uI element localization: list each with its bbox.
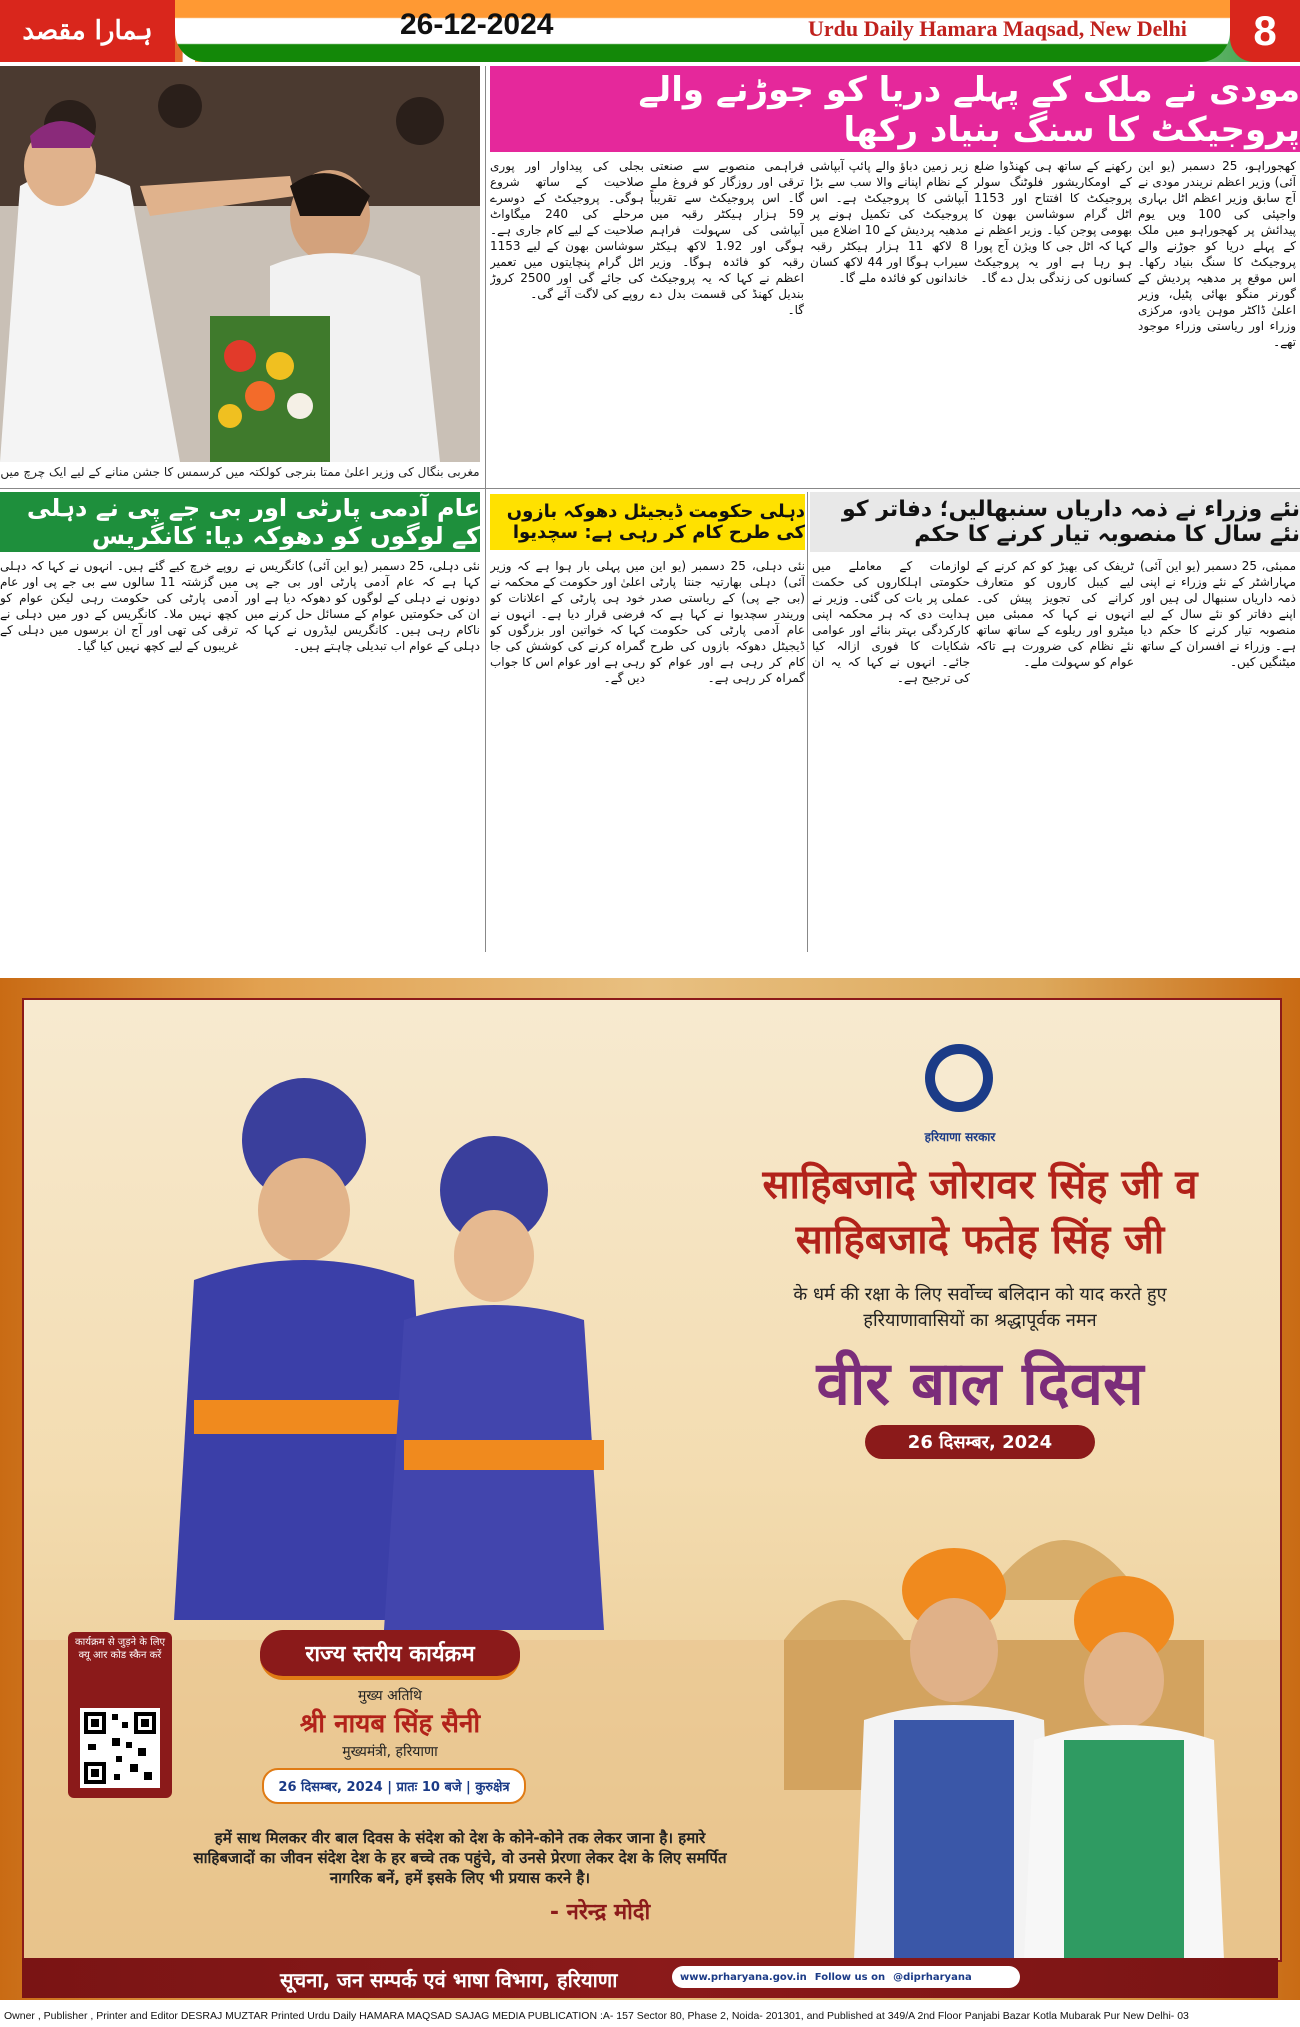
main-article-column: رکھنے کے ساتھ ہی کھنڈوا ضلع کے اومکاریشور فلوٹنگ سولر پروجیکٹ کا افتتاح اور 1153 اٹل گرام سوشاسن بھون کا بھومی پوجن کیا۔ وزیر اعظم نے کہا کہ اٹل جی کا ویژن آج پورا ہو رہا ہے اور یہ پروجیکٹ کسانوں کی زندگی بدل دے گا۔: [974, 159, 1132, 285]
column-divider: [485, 66, 486, 952]
news-photo-illustration: [0, 66, 480, 462]
event-date-badge: 26 दिसम्बर, 2024: [865, 1425, 1095, 1459]
quote-author: - नरेन्द्र मोदी: [549, 1900, 651, 1925]
main-article-column: بجلی کی پیداوار اور پوری صلاحیت کے ساتھ شروع ہوگی۔ پروجیکٹ کے دوسرے مرحلے کی 240 میگاواٹ صلاحیت کے لیے کام جاری ہے۔ سوشاسن بھون کے لیے 1153 اٹل گرام پنچایتوں میں تعمیر کی جائے گی اور 2500 کروڑ روپے کی لاگت آئے گی۔: [490, 159, 644, 301]
ad-subtitle-line-1: के धर्म की रक्षा के लिए सर्वोच्च बलिदान को याद करते हुए: [793, 1284, 1167, 1305]
website-link[interactable]: www.prharyana.gov.in: [680, 1971, 807, 1983]
chief-guest-title: मुख्यमंत्री, हरियाणा: [342, 1744, 438, 1760]
congress-article-column: روپے خرچ کیے گئے ہیں۔ انہوں نے کہا کہ دہلی میں گزشتہ 11 سالوں سے بی جے پی اور عام آدمی پارٹی کی حکومت رہی لیکن عوام کو کچھ نہیں ملا۔ کانگریس کے دور میں دہلی نے ترقی کی تھی اور آج ان برسوں میں دہلی کے غریبوں کے لیے کچھ نہیں کیا گیا۔: [0, 559, 238, 653]
qr-code-icon: [80, 1708, 160, 1788]
ad-title-line-1: साहिबजादे जोरावर सिंह जी व: [762, 1162, 1198, 1208]
news-photo: [0, 66, 480, 462]
main-article-column: فراہمی منصوبے سے صنعتی ترقی اور روزگار کو فروغ ملے گا۔ اس پروجیکٹ سے تقریباً 59 ہزار ہیکٹر رقبہ میں آبپاشی کی سہولت فراہم ہوگی اور 1.92 لاکھ ہیکٹر رقبہ کو فائدہ ہوگا۔ وزیر اعظم نے کہا کہ یہ پروجیکٹ بندیل کھنڈ کی قسمت بدل دے گا۔: [650, 159, 804, 317]
event-details: 26 दिसम्बर, 2024 | प्रातः 10 बजे | कुरुक्षेत्र: [262, 1768, 526, 1804]
delhi-govt-article-column: نئی دہلی، 25 دسمبر (یو این آئی) دہلی بھارتیہ جنتا پارٹی (بی جے پی) کے ریاستی صدر وریندر سچدیوا نے کہا ہے کہ عام آدمی پارٹی کی حکومت ڈیجیٹل دھوکہ بازوں کی طرح کام کر رہی ہے اور عوام کو گمراہ کر رہی ہے۔: [650, 559, 805, 685]
paper-name: Urdu Daily Hamara Maqsad, New Delhi: [808, 16, 1187, 41]
advertisement-artwork: [24, 1000, 1280, 1960]
social-handle[interactable]: @diprharyana: [893, 1971, 972, 1983]
event-title: वीर बाल दिवस: [816, 1349, 1144, 1419]
ministers-article-column: ٹریفک کی بھیڑ کو کم کرنے کے لیے کیبل کاروں کو متعارف کرانے کی تجویز پیش کی۔ انہوں نے کہا کہ ممبئی میں میٹرو اور ریلوے کے ساتھ ساتھ نئے نظام کی ضرورت ہے تاکہ عوام کو سہولت ملے۔: [976, 559, 1134, 669]
chief-guest-name: श्री नायब सिंह सैनी: [299, 1709, 481, 1739]
follow-label: Follow us on: [814, 1971, 886, 1983]
contact-strip[interactable]: [672, 1966, 1020, 1988]
state-program-badge: राज्य स्तरीय कार्यक्रम: [260, 1630, 520, 1680]
column-divider: [0, 488, 1300, 489]
main-headline[interactable]: مودی نے ملک کے پہلے دریا کو جوڑنے والے پروجیکٹ کا سنگ بنیاد رکھا: [490, 66, 1300, 152]
ministers-article-column: لوازمات کے معاملے میں حکومتی اہلکاروں کی حکمت عملی پر بات کی گئی۔ وزیر نے ہدایت دی کہ ہر محکمہ اپنی کارکردگی بہتر بنائے اور عوامی شکایات کا فوری ازالہ کیا جائے۔ انہوں نے کہا کہ یہ ان کی ترجیح ہے۔: [812, 559, 970, 685]
chief-guest-label: मुख्य अतिथि: [357, 1688, 422, 1704]
page-number: 8: [1230, 0, 1300, 62]
masthead: [0, 0, 1300, 62]
photo-caption: مغربی بنگال کی وزیر اعلیٰ ممتا بنرجی کولکتہ میں کرسمس کا جشن منانے کے لیے ایک چرچ میں: [0, 465, 480, 479]
ministers-article-column: ممبئی، 25 دسمبر (یو این آئی) مہاراشٹر کے نئے وزراء نے اپنی ذمہ داریاں سنبھال لی ہیں اور اپنے دفاتر کو نئے سال کے لیے منصوبہ تیار کرنے کا حکم دیا ہے۔ وزراء نے افسران کے ساتھ میٹنگیں کیں۔: [1140, 559, 1296, 669]
ad-title-line-2: साहिबजादे फतेह सिंह जी: [795, 1217, 1165, 1263]
publisher-imprint: Owner , Publisher , Printer and Editor DESRAJ MUZTAR Printed Urdu Daily HAMARA MAQSAD SAJAG MEDIA PUBLICATION :A- 157 Sector 80, Phase 2, Noida- 201301, and Published at 349/A 2nd Floor Panjabi Bazar Kotla Mubarak Pur New Delhi- 03: [0, 2006, 1300, 2027]
qr-code[interactable]: [80, 1708, 160, 1788]
advertisement-panel: [22, 998, 1282, 1962]
haryana-govt-label: हरियाणा सरकार: [924, 1130, 996, 1144]
congress-article-column: نئی دہلی، 25 دسمبر (یو این آئی) کانگریس نے کہا ہے کہ عام آدمی پارٹی اور بی جے پی دونوں نے دہلی کے لوگوں کو دھوکہ دیا ہے اور ان کی حکومتیں عوام کے مسائل حل کرنے میں ناکام رہی ہیں۔ کانگریس لیڈروں نے کہا کہ دہلی کے عوام اب تبدیلی چاہتے ہیں۔: [245, 559, 480, 653]
ministers-headline[interactable]: نئے وزراء نے ذمہ داریاں سنبھالیں؛ دفاتر کو نئے سال کا منصوبہ تیار کرنے کا حکم: [810, 492, 1300, 552]
pm-quote: हमें साथ मिलकर वीर बाल दिवस के संदेश को देश के कोने-कोने तक लेकर जाना है। हमारे साहिबजादों का जीवन संदेश देश के हर बच्चे तक पहुंचे, वो उनसे प्रेरणा लेकर देश के लिए समर्पित नागरिक बनें, हमें इसके लिए भी प्रयास करने है।: [193, 1829, 727, 1887]
column-divider: [807, 492, 808, 952]
qr-instruction: कार्यक्रम से जुड़ने के लिए क्यू आर कोड स्कैन करें: [74, 1637, 166, 1661]
paper-logo[interactable]: ہمارا مقصد: [0, 0, 175, 62]
issue-date: 26-12-2024: [400, 8, 554, 41]
ad-subtitle-line-2: हरियाणावासियों का श्रद्धापूर्वक नमन: [863, 1310, 1097, 1331]
main-article-column: کھجوراہو، 25 دسمبر (یو این آئی) وزیر اعظم نریندر مودی نے آج سابق وزیر اعظم اٹل بہاری واجپئی کی 100 ویں یوم پیدائش پر کھجوراہو میں ملک کے پہلے دریا کو جوڑنے والے پروجیکٹ کا سنگ بنیاد رکھا۔ اس موقع پر مدھیہ پردیش کے گورنر منگو بھائی پٹیل، وزیر اعلیٰ ڈاکٹر موہن یادو، مرکزی وزراء اور ریاستی وزراء موجود تھے۔: [1138, 159, 1296, 349]
department-name: सूचना, जन सम्पर्क एवं भाषा विभाग, हरियाणा: [280, 1968, 618, 1992]
congress-headline[interactable]: عام آدمی پارٹی اور بی جے پی نے دہلی کے لوگوں کو دھوکہ دیا: کانگریس: [0, 492, 480, 552]
delhi-govt-headline[interactable]: دہلی حکومت ڈیجیٹل دھوکہ بازوں کی طرح کام کر رہی ہے: سچدیوا: [490, 494, 805, 550]
main-article-column: زیر زمین دباؤ والے پائپ آبپاشی کے نظام اپنانے والا سب سے بڑا آبپاشی کا پروجیکٹ ہے۔ اس پروجیکٹ کی تکمیل ہونے پر مدھیہ پردیش کے 10 اضلاع میں 8 لاکھ 11 ہزار ہیکٹر رقبہ سیراب ہوگا اور 44 لاکھ کسان خاندانوں کو فائدہ ملے گا۔: [810, 159, 968, 285]
delhi-govt-article-column: میں پہلی بار ہوا ہے کہ وزیر اعلیٰ اور حکومت کے محکمہ نے خود ہی پارٹی کے اعلانات کو فرضی قرار دیا ہے۔ انہوں نے کہا کہ خواتین اور بزرگوں کو گمراہ کرنے کی کوشش کی جا رہی ہے اور عوام اس کا جواب دیں گے۔: [490, 559, 645, 685]
